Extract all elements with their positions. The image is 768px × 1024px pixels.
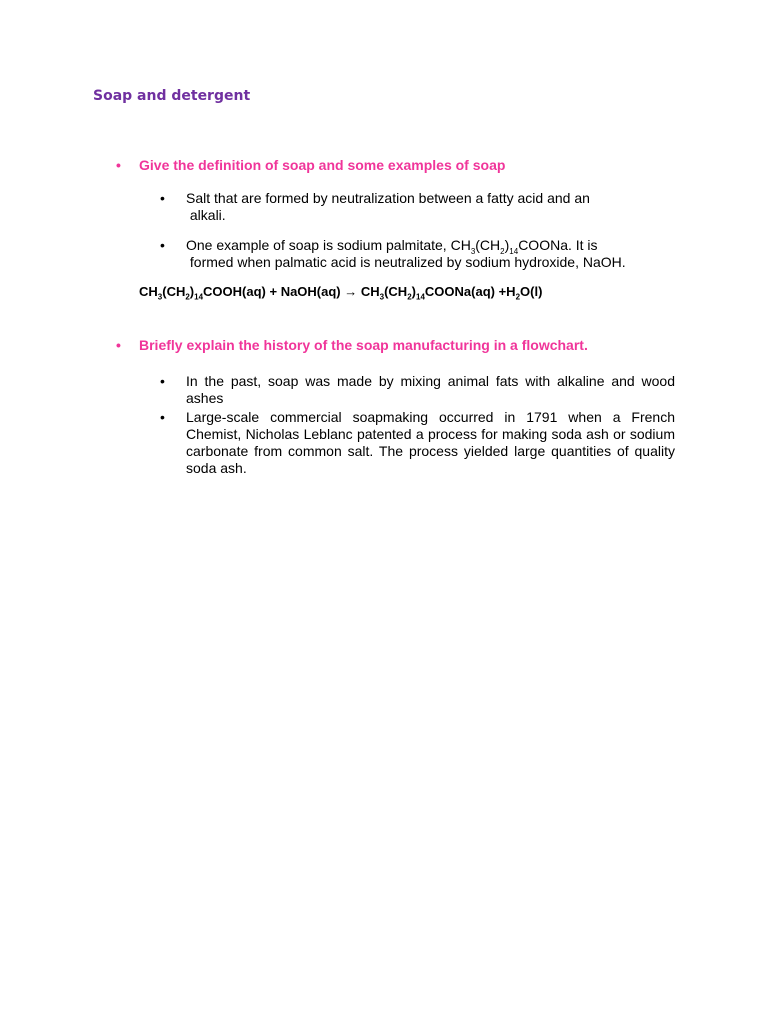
- bullet-icon: •: [160, 237, 165, 253]
- list-item-text: In the past, soap was made by mixing animal fats with alkaline and wood ashes: [186, 373, 675, 406]
- list-item-line: formed when palmatic acid is neutralized by sodium hydroxide, NaOH.: [186, 254, 626, 270]
- page-title: Soap and detergent: [93, 88, 251, 104]
- bullet-icon: •: [160, 373, 165, 389]
- list-item-line: One example of soap is sodium palmitate, $CH_3(CH_2)_{14}COONa$. It is: [186, 237, 598, 256]
- bullet-icon: •: [116, 157, 121, 173]
- list-item-line: alkali.: [186, 207, 226, 223]
- bullet-icon: •: [160, 409, 165, 425]
- question-1-text: Give the definition of soap and some examples of soap: [139, 157, 506, 173]
- bullet-icon: •: [116, 337, 121, 353]
- chemical-equation: $CH_3(CH_2)_{14}COOH(aq)$ + NaOH(aq) → $CH_3(CH_2)_{14}COONa(aq) +H_2O(l)$: [139, 284, 543, 302]
- list-item-text: Large-scale commercial soapmaking occurred in 1791 when a French Chemist, Nicholas Leblanc patented a process for making soda ash or sodium carbonate from common salt. The process yielded large quantities of quality soda ash.: [186, 409, 675, 476]
- question-2-text: Briefly explain the history of the soap manufacturing in a flowchart.: [139, 337, 588, 353]
- list-item-line: Salt that are formed by neutralization between a fatty acid and an: [186, 190, 590, 206]
- bullet-icon: •: [160, 190, 165, 206]
